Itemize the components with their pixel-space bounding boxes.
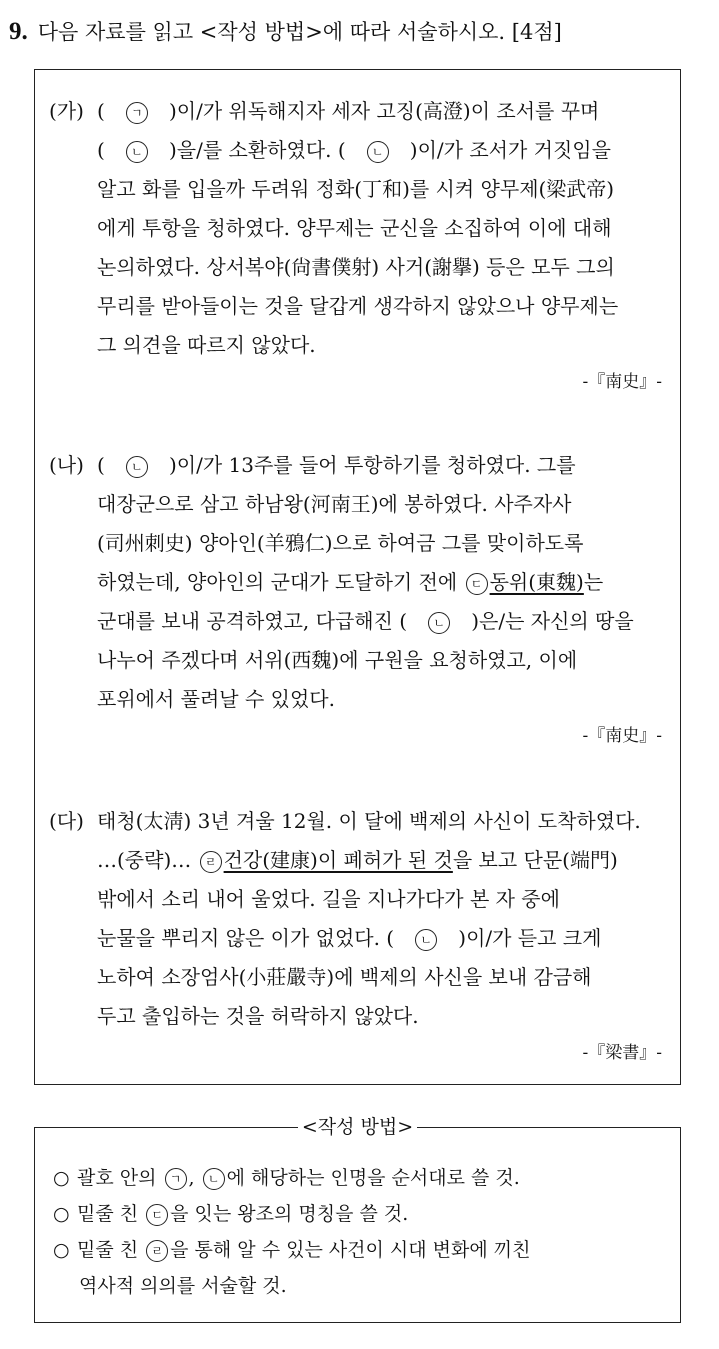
- text-fragment: 괄호 안의: [77, 1167, 157, 1189]
- question-text: 다음 자료를 읽고 <작성 방법>에 따라 서술하시오. [4점]: [37, 20, 562, 44]
- marker-digeut: ㄷ: [466, 573, 488, 595]
- text-fragment: 군대를 보내 공격하였고, 다급해진 (: [97, 609, 408, 633]
- marker-rieul: ㄹ: [200, 851, 222, 873]
- text-fragment: 눈물을 뿌리지 않은 이가 없었다. (: [97, 926, 395, 950]
- text-fragment: )을/를 소환하였다. (: [168, 138, 346, 162]
- method-box: [34, 1116, 681, 1323]
- text-fragment: 하였는데, 양아인의 군대가 도달하기 전에: [97, 570, 458, 594]
- method-list: [53, 1160, 666, 1304]
- text-fragment: (: [97, 99, 105, 123]
- passage-line: 에게 투항을 청하였다. 양무제는 군신을 소집하여 이에 대해: [97, 216, 612, 240]
- passage-line: 논의하였다. 상서복야(尙書僕射) 사거(謝擧) 등은 모두 그의: [97, 255, 615, 279]
- method-title: [35, 1114, 680, 1140]
- question-number: 9.: [9, 18, 28, 45]
- passage-line: [49, 563, 666, 602]
- text-fragment: 을 잇는 왕조의 명칭을 쓸 것.: [170, 1203, 409, 1225]
- text-fragment: )이/가 13주를 들어 투항하기를 청하였다. 그를: [168, 453, 576, 477]
- method-item-3: [53, 1232, 666, 1268]
- source-citation: -『梁書』-: [582, 1043, 662, 1063]
- passage-line: 밖에서 소리 내어 울었다. 길을 지나가다가 본 자 중에: [97, 887, 560, 911]
- text-fragment: 에 해당하는 인명을 순서대로 쓸 것.: [226, 1167, 520, 1189]
- passage-line: [49, 131, 666, 170]
- bullet-circle: ○: [53, 1239, 70, 1261]
- passage-line: 포위에서 풀려날 수 있었다.: [97, 687, 335, 711]
- marker-nieun: ㄴ: [428, 612, 450, 634]
- marker-rieul: ㄹ: [146, 1240, 168, 1262]
- passage-tag: (가): [49, 99, 84, 123]
- method-item-2: [53, 1196, 666, 1232]
- text-fragment: 는: [583, 570, 604, 594]
- method-item-1: [53, 1160, 666, 1196]
- passage-line: [49, 841, 666, 880]
- source-box: [34, 69, 681, 1085]
- text-fragment: 밑줄 친: [77, 1203, 139, 1225]
- source-citation: -『南史』-: [582, 726, 662, 746]
- passage-line: [49, 919, 666, 958]
- method-title-text: <작성 방법>: [298, 1116, 417, 1138]
- marker-nieun: ㄴ: [367, 141, 389, 163]
- bullet-circle: ○: [53, 1167, 70, 1189]
- passage-line: [49, 602, 666, 641]
- underlined-dongwi: 동위(東魏): [489, 570, 584, 594]
- text-fragment: 태청(太淸) 3년 겨울 12월. 이 달에 백제의 사신이 도착하였다.: [97, 809, 641, 833]
- passage-tag: (다): [49, 809, 84, 833]
- marker-giyeok: ㄱ: [165, 1168, 187, 1190]
- question-header: [9, 16, 709, 48]
- passage-line: (司州刺史) 양아인(羊鴉仁)으로 하여금 그를 맞이하도록: [97, 531, 584, 555]
- method-item-3-cont: 역사적 의의를 서술할 것.: [79, 1275, 287, 1297]
- passage-na: [49, 446, 666, 753]
- passage-line: 그 의견을 따르지 않았다.: [97, 333, 316, 357]
- bullet-circle: ○: [53, 1203, 70, 1225]
- passage-tag: (나): [49, 453, 84, 477]
- text-fragment: (: [97, 138, 105, 162]
- passage-line: 알고 화를 입을까 두려워 정화(丁和)를 시켜 양무제(梁武帝): [97, 177, 615, 201]
- marker-nieun: ㄴ: [126, 141, 148, 163]
- marker-nieun: ㄴ: [126, 456, 148, 478]
- text-fragment: …(중략)…: [97, 848, 192, 872]
- text-fragment: (: [97, 453, 105, 477]
- underlined-geongang: 건강(建康)이 폐허가 된 것: [223, 848, 453, 872]
- text-fragment: )이/가 조서가 거짓임을: [409, 138, 611, 162]
- text-fragment: )이/가 위독해지자 세자 고징(高澄)이 조서를 꾸며: [168, 99, 600, 123]
- passage-line: 나누어 주겠다며 서위(西魏)에 구원을 요청하였고, 이에: [97, 648, 578, 672]
- text-fragment: 을 보고 단문(端門): [452, 848, 618, 872]
- text-fragment: )이/가 듣고 크게: [458, 926, 602, 950]
- marker-giyeok: ㄱ: [126, 102, 148, 124]
- text-fragment: ,: [188, 1167, 195, 1189]
- passage-ga: [49, 92, 666, 399]
- passage-line: 무리를 받아들이는 것을 달갑게 생각하지 않았으나 양무제는: [97, 294, 619, 318]
- passage-line: [49, 446, 666, 485]
- marker-nieun: ㄴ: [203, 1168, 225, 1190]
- passage-line: 대장군으로 삼고 하남왕(河南王)에 봉하였다. 사주자사: [97, 492, 572, 516]
- passage-da: [49, 802, 666, 1070]
- passage-line: 두고 출입하는 것을 허락하지 않았다.: [97, 1004, 419, 1028]
- passage-line: 노하여 소장엄사(小莊嚴寺)에 백제의 사신을 보내 감금해: [97, 965, 592, 989]
- marker-digeut: ㄷ: [146, 1204, 168, 1226]
- source-citation: -『南史』-: [582, 372, 662, 392]
- passage-line: [49, 92, 666, 131]
- passage-line: [49, 802, 666, 841]
- text-fragment: )은/는 자신의 땅을: [471, 609, 634, 633]
- text-fragment: 을 통해 알 수 있는 사건이 시대 변화에 끼친: [170, 1239, 531, 1261]
- text-fragment: 밑줄 친: [77, 1239, 139, 1261]
- marker-nieun: ㄴ: [415, 929, 437, 951]
